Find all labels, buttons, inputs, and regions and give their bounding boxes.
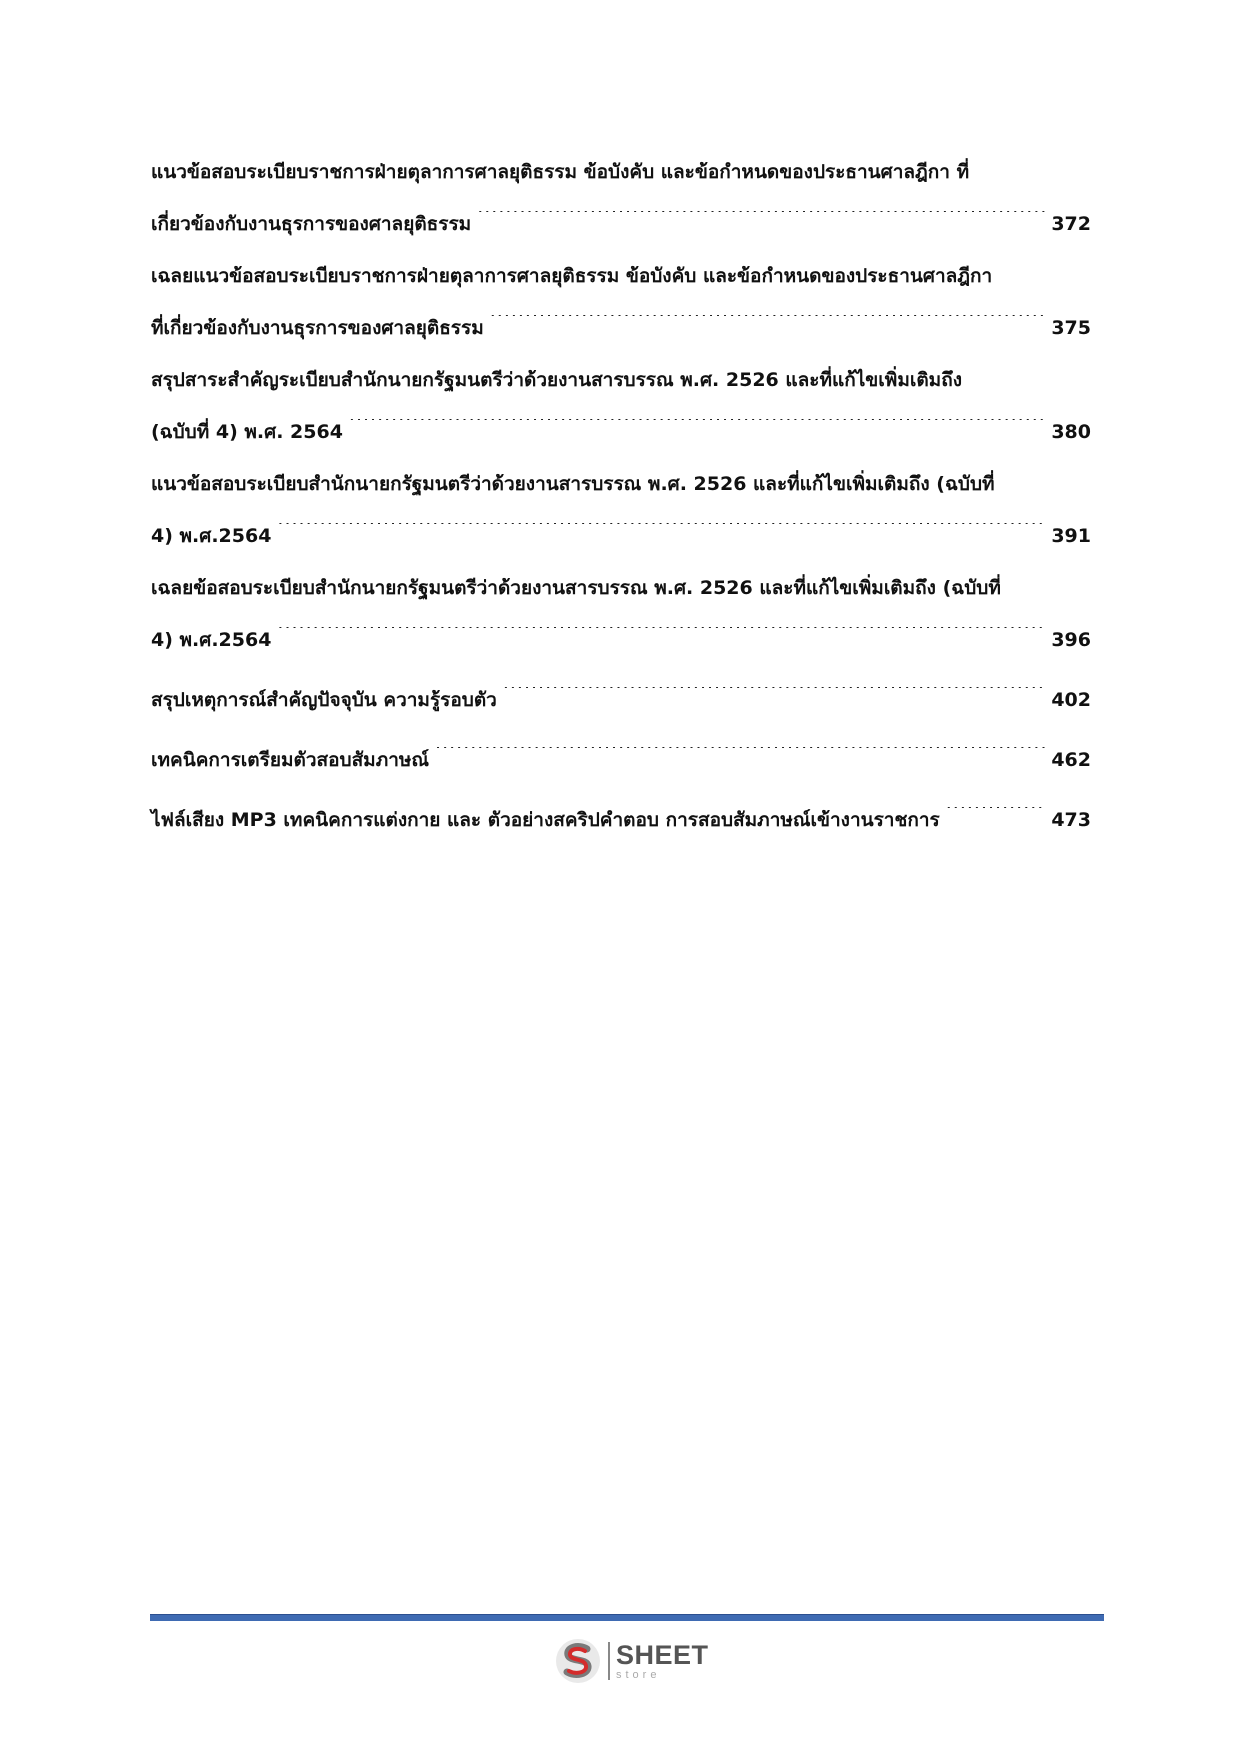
toc-page-number: 391: [1051, 525, 1091, 547]
toc-entry-line2: [151, 406, 1091, 458]
toc-entry-title-line1: แนวข้อสอบระเบียบสำนักนายกรัฐมนตรีว่าด้วยงานสารบรรณ พ.ศ. 2526 และที่แก้ไขเพิ่มเติมถึง (ฉบับที่: [151, 473, 995, 495]
toc-entry-line2: [151, 302, 1091, 354]
toc-entry-title-line1: เฉลยข้อสอบระเบียบสำนักนายกรัฐมนตรีว่าด้วยงานสารบรรณ พ.ศ. 2526 และที่แก้ไขเพิ่มเติมถึง (ฉบับที่: [151, 577, 1001, 599]
sheet-store-logo-icon: [554, 1637, 602, 1685]
dot-leader: [435, 747, 1045, 766]
toc-page-number: 372: [1051, 213, 1091, 235]
toc-entry-line2: [151, 198, 1091, 250]
logo-divider: [608, 1642, 610, 1680]
toc-entry-title: สรุปเหตุการณ์สำคัญปัจจุบัน ความรู้รอบตัว: [151, 689, 497, 711]
toc-page-number: 473: [1051, 809, 1091, 831]
dot-leader: [477, 211, 1045, 230]
toc-entry[interactable]: [151, 458, 1091, 562]
toc-entry[interactable]: [151, 562, 1091, 666]
dot-leader: [277, 523, 1045, 542]
dot-leader: [490, 315, 1046, 334]
toc-entry-title: ไฟล์เสียง MP3 เทคนิคการแต่งกาย และ ตัวอย่างสคริปคำตอบ การสอบสัมภาษณ์เข้างานราชการ: [151, 809, 940, 831]
toc-entry-title-line2: เกี่ยวข้องกับงานธุรการของศาลยุติธรรม: [151, 213, 472, 235]
toc-entry[interactable]: [151, 354, 1091, 458]
toc-entry[interactable]: [151, 146, 1091, 250]
toc-entry-title-line2: 4) พ.ศ.2564: [151, 629, 272, 651]
toc-entry[interactable]: [151, 734, 1091, 786]
toc-entry-title-line1: สรุปสาระสำคัญระเบียบสำนักนายกรัฐมนตรีว่าด้วยงานสารบรรณ พ.ศ. 2526 และที่แก้ไขเพิ่มเติมถึง: [151, 369, 962, 391]
table-of-contents: [151, 146, 1091, 846]
toc-page-number: 375: [1051, 317, 1091, 339]
dot-leader: [349, 419, 1045, 438]
toc-page-number: 462: [1051, 749, 1091, 771]
toc-entry-title-line2: (ฉบับที่ 4) พ.ศ. 2564: [151, 421, 343, 443]
toc-entry[interactable]: [151, 250, 1091, 354]
footer-rule: [150, 1614, 1104, 1621]
toc-page-number: 402: [1051, 689, 1091, 711]
toc-entry-title: เทคนิคการเตรียมตัวสอบสัมภาษณ์: [151, 749, 430, 771]
logo-subtext: store: [616, 1668, 661, 1681]
dot-leader: [277, 627, 1045, 646]
sheet-store-logo: [554, 1636, 709, 1686]
toc-entry-line2: [151, 614, 1091, 666]
toc-entry-title-line1: แนวข้อสอบระเบียบราชการฝ่ายตุลาการศาลยุติธรรม ข้อบังคับ และข้อกำหนดของประธานศาลฎีกา ที่: [151, 161, 970, 183]
toc-entry-title-line1: เฉลยแนวข้อสอบระเบียบราชการฝ่ายตุลาการศาลยุติธรรม ข้อบังคับ และข้อกำหนดของประธานศาลฎีกา: [151, 265, 993, 287]
logo-text: [616, 1639, 709, 1681]
toc-entry[interactable]: [151, 674, 1091, 726]
toc-entry-line2: [151, 510, 1091, 562]
toc-page-number: 380: [1051, 421, 1091, 443]
toc-entry-title-line2: ที่เกี่ยวข้องกับงานธุรการของศาลยุติธรรม: [151, 317, 484, 339]
toc-entry-line: [151, 674, 1091, 726]
toc-page-number: 396: [1051, 629, 1091, 651]
toc-entry-line: [151, 794, 1091, 846]
toc-entry[interactable]: [151, 794, 1091, 846]
logo-wordmark: SHEET: [616, 1639, 709, 1670]
dot-leader: [503, 687, 1045, 706]
dot-leader: [946, 807, 1046, 826]
toc-entry-line: [151, 734, 1091, 786]
toc-entry-title-line2: 4) พ.ศ.2564: [151, 525, 272, 547]
